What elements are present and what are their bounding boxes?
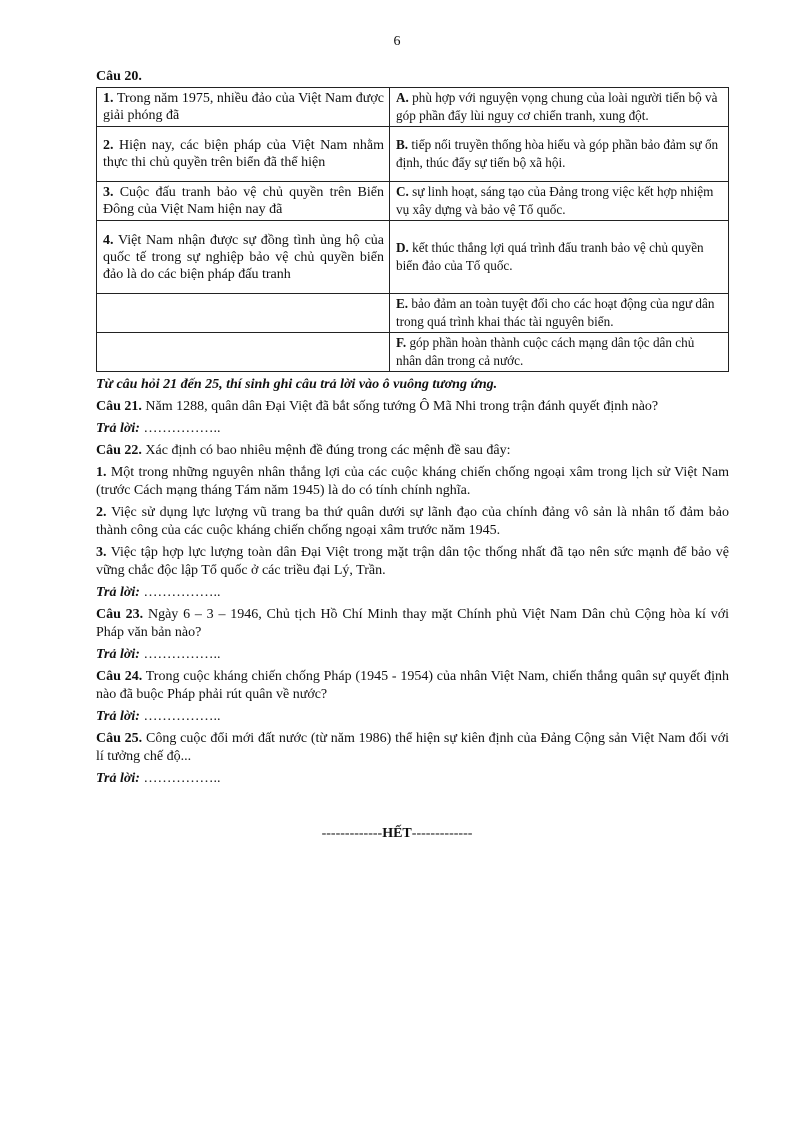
question-text: Trong cuộc kháng chiến chống Pháp (1945 - 1954) của nhân Việt Nam, chiến thắng quân sự quyết định nào đã buộc Pháp phải rút quân về nước? xyxy=(96,669,729,702)
item-number: 4. xyxy=(103,232,114,248)
option-letter: A. xyxy=(396,90,409,105)
option-letter: C. xyxy=(396,184,409,199)
answer-label: Trả lời: xyxy=(96,585,140,600)
table-row xyxy=(97,294,729,333)
question-text: Xác định có bao nhiêu mệnh đề đúng trong các mệnh đề sau đây: xyxy=(141,443,511,458)
right-cell xyxy=(390,221,729,294)
item-text: Hiện nay, các biện pháp của Việt Nam nhằm thực thi chủ quyền trên biển đã thể hiện xyxy=(103,138,384,170)
right-cell xyxy=(390,333,729,372)
question-text: Công cuộc đổi mới đất nước (từ năm 1986) thể hiện sự kiên định của Đảng Cộng sản Việt Nam đối với lí tưởng chế độ... xyxy=(96,731,729,764)
answer-line-23 xyxy=(96,646,729,664)
document-body xyxy=(96,68,729,792)
question-20-title: Câu 20. xyxy=(96,69,142,84)
answer-blank: …………….. xyxy=(139,647,221,662)
answer-blank: …………….. xyxy=(139,585,221,600)
question-24 xyxy=(96,668,729,704)
option-letter: D. xyxy=(396,240,409,255)
answer-blank: …………….. xyxy=(139,771,221,786)
right-cell xyxy=(390,294,729,333)
item-text: Trong năm 1975, nhiều đảo của Việt Nam được giải phóng đã xyxy=(103,91,384,123)
right-cell xyxy=(390,127,729,182)
question-label: Câu 25. xyxy=(96,731,143,746)
statement-text: Một trong những nguyên nhân thắng lợi của các cuộc kháng chiến chống ngoại xâm trong lịch sử Việt Nam (trước Cách mạng tháng Tám năm 1945) là do có tính chính nghĩa. xyxy=(96,465,729,498)
question-label: Câu 21. xyxy=(96,399,142,414)
answer-label: Trả lời: xyxy=(96,771,140,786)
answer-line-21 xyxy=(96,420,729,438)
question-text: Ngày 6 – 3 – 1946, Chủ tịch Hồ Chí Minh thay mặt Chính phủ Việt Nam Dân chủ Cộng hòa kí với Pháp văn bản nào? xyxy=(96,607,729,640)
question-label: Câu 24. xyxy=(96,669,143,684)
option-text: góp phần hoàn thành cuộc cách mạng dân tộc dân chủ nhân dân trong cả nước. xyxy=(396,335,695,368)
left-cell xyxy=(97,221,390,294)
item-number: 1. xyxy=(103,91,114,106)
option-letter: E. xyxy=(396,296,409,311)
table-row xyxy=(97,333,729,372)
statement-number: 2. xyxy=(96,505,107,520)
table-row xyxy=(97,182,729,221)
item-number: 3. xyxy=(103,185,114,200)
item-number: 2. xyxy=(103,138,114,153)
end-dashes-left: ------------- xyxy=(321,826,383,841)
left-cell xyxy=(97,127,390,182)
matching-table xyxy=(96,87,729,372)
answer-line-25 xyxy=(96,770,729,788)
end-marker xyxy=(0,826,794,842)
table-row xyxy=(97,221,729,294)
statement-1 xyxy=(96,464,729,500)
answer-label: Trả lời: xyxy=(96,421,140,436)
item-text: Việt Nam nhận được sự đồng tình ủng hộ của quốc tế trong sự nghiệp bảo vệ chủ quyền biển đảo là do các biện pháp đấu tranh xyxy=(103,232,384,282)
left-cell xyxy=(97,182,390,221)
option-letter: F. xyxy=(396,335,407,350)
question-21 xyxy=(96,398,729,416)
statement-number: 3. xyxy=(96,545,107,560)
page-number: 6 xyxy=(393,34,401,49)
statement-2 xyxy=(96,504,729,540)
left-cell xyxy=(97,88,390,127)
question-22 xyxy=(96,442,729,460)
statement-text: Việc sử dụng lực lượng vũ trang ba thứ quân dưới sự lãnh đạo của chính đảng vô sản là nhân tố đảm bảo thành công của các cuộc kháng chiến chống ngoại xâm trước năm 1945. xyxy=(96,505,729,538)
question-25 xyxy=(96,730,729,766)
table-row xyxy=(97,88,729,127)
option-text: kết thúc thắng lợi quá trình đấu tranh bảo vệ chủ quyền biển đảo của Tổ quốc. xyxy=(396,240,704,273)
question-label: Câu 22. xyxy=(96,443,142,458)
answer-line-22 xyxy=(96,584,729,602)
statement-3 xyxy=(96,544,729,580)
question-text: Năm 1288, quân dân Đại Việt đã bắt sống tướng Ô Mã Nhi trong trận đánh quyết định nào? xyxy=(141,399,659,414)
answer-blank: …………….. xyxy=(139,421,221,436)
answer-label: Trả lời: xyxy=(96,647,140,662)
left-cell xyxy=(97,333,390,372)
statement-number: 1. xyxy=(96,465,107,480)
left-cell xyxy=(97,294,390,333)
option-text: bảo đảm an toàn tuyệt đối cho các hoạt động của ngư dân trong quá trình khai thác tài nguyên biển. xyxy=(396,296,715,329)
question-label: Câu 23. xyxy=(96,607,144,622)
statement-text: Việc tập hợp lực lượng toàn dân Đại Việt trong mặt trận dân tộc thống nhất đã tạo nên sức mạnh để bảo vệ vững chắc độc lập Tổ quốc ở các triều đại Lý, Trần. xyxy=(96,545,729,578)
section-instruction: Từ câu hỏi 21 đến 25, thí sinh ghi câu trả lời vào ô vuông tương ứng. xyxy=(96,377,498,392)
end-dashes-right: ------------- xyxy=(411,826,473,841)
table-row xyxy=(97,127,729,182)
end-word: HẾT xyxy=(382,826,412,841)
option-text: phù hợp với nguyện vọng chung của loài người tiến bộ và góp phần đẩy lùi nguy cơ chiến tranh, xung đột. xyxy=(396,90,718,123)
question-23 xyxy=(96,606,729,642)
answer-label: Trả lời: xyxy=(96,709,140,724)
answer-blank: …………….. xyxy=(139,709,221,724)
answer-line-24 xyxy=(96,708,729,726)
item-text: Cuộc đấu tranh bảo vệ chủ quyền trên Biển Đông của Việt Nam hiện nay đã xyxy=(103,185,384,217)
option-letter: B. xyxy=(396,137,409,152)
right-cell xyxy=(390,182,729,221)
option-text: sự linh hoạt, sáng tạo của Đảng trong việc kết hợp nhiệm vụ xây dựng và bảo vệ Tổ quốc. xyxy=(396,184,714,217)
right-cell xyxy=(390,88,729,127)
option-text: tiếp nối truyền thống hòa hiếu và góp phần bảo đảm sự ổn định, thúc đẩy sự tiến bộ xã hội. xyxy=(396,137,719,170)
